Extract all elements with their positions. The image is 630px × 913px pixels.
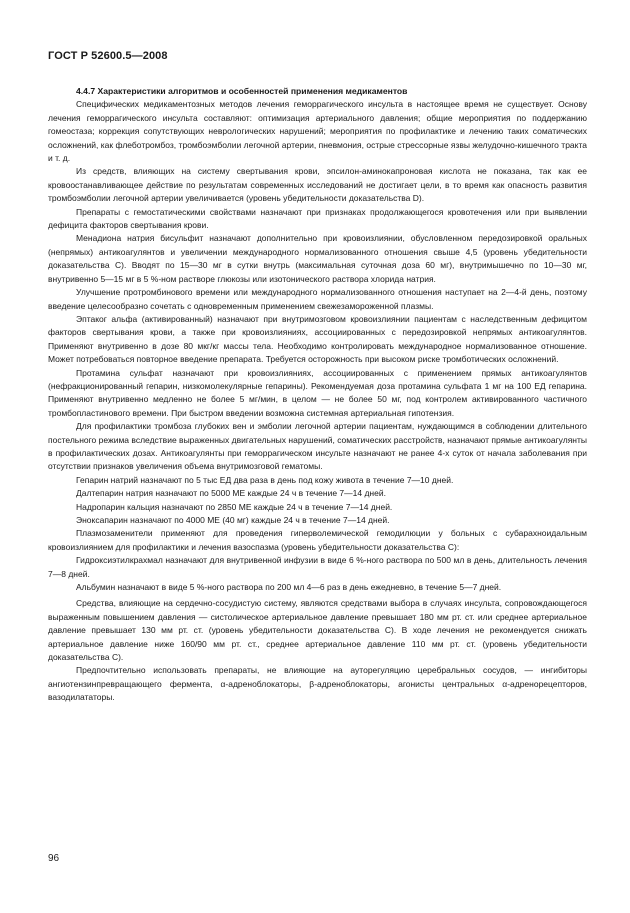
paragraph: Альбумин назначают в виде 5 %-ного раствора по 200 мл 4—6 раз в день ежедневно, в течение 5—7 дней.: [76, 582, 502, 593]
paragraph: Средства, влияющие на сердечно-сосудистую систему, являются средствами выбора в случаях инсульта, сопровождающегося выраженным повышением давления — систолическое артериальное давление превышает 180 мм рт. ст. или среднее артериальное давление превышает 130 мм рт. ст. (уровень убедительности доказательства С). В ходе лечения не рекомендуется снижать артериальное давление ниже 160/90 мм рт. ст., среднее артериальное давление 110 мм рт. ст. (уровень убедительности доказательства С).: [48, 598, 587, 663]
paragraph: Улучшение протромбинового времени или международного нормализованного отношения наступает на 2—4-й день, поэтому введение целесообразно сочетать с одновременным применением свежезамороженной плазмы.: [48, 287, 587, 311]
paragraph: Плазмозаменители применяют для проведения гиперволемической гемодилюции у больных с субарахноидальным кровоизлиянием для профилактики и лечения вазоспазма (уровень убедительности доказательства С):: [48, 528, 587, 552]
paragraph: Из средств, влияющих на систему свертывания крови, эпсилон-аминокапроновая кислота не показана, так как ее кровоостанавливающее действие по результатам современных исследований не достигает цели, в то время как опасность развития тромбоэмболии легочной артерии увеличивается (уровень убедительности доказательства D).: [48, 166, 587, 204]
paragraph: Менадиона натрия бисульфит назначают дополнительно при кровоизлиянии, обусловленном передозировкой оральных (непрямых) антикоагулянтов и увеличении международного нормализованного отношения свыше 4,5 (уровень убедительности доказательства С). Вводят по 15—30 мг в сутки внутрь (максимальная суточная доза 60 мг), внутримышечно по 10—30 мг, внутривенно 5—15 мг в 5 %-ном растворе глюкозы или изотонического раствора хлорида натрия.: [48, 233, 587, 284]
section-title: 4.4.7 Характеристики алгоритмов и особенностей применения медикаментов: [76, 86, 408, 96]
paragraph: Эптаког альфа (активированный) назначают при внутримозговом кровоизлиянии пациентам с наследственным дефицитом факторов свертывания крови, а также при кровоизлияниях, ассоциированных с передозировкой непрямых антикоагулянтов. Применяют внутривенно в дозе 80 мкг/кг массы тела. Необходимо контролировать международное нормализованное отношение. Может потребоваться повторное введение препарата. Требуется осторожность при высоком риске тромботических осложнений.: [48, 313, 587, 365]
paragraph: Специфических медикаментозных методов лечения геморрагического инсульта в настоящее время не существует. Основу лечения геморрагического инсульта составляют: оптимизация артериального давления; общие мероприятия по поддержанию гомеостаза; коррекция сопутствующих неврологических нарушений; мероприятия по профилактике и лечению таких соматических осложнений, как флеботромбоз, тромбоэмболии легочной артерии, пневмония, острые стрессорные язвы желудочно-кишечного тракта и т. д.: [48, 99, 587, 164]
paragraph: Предпочтительно использовать препараты, не влияющие на ауторегуляцию церебральных сосудов, — ингибиторы ангиотензинпревращающего фермента, α-адреноблокаторы, β-адреноблокаторы, агонисты центральных α-адренорецепторов, вазодилататоры.: [48, 665, 587, 703]
paragraph: Далтепарин натрия назначают по 5000 МЕ каждые 24 ч в течение 7—14 дней.: [76, 488, 386, 499]
paragraph: Для профилактики тромбоза глубоких вен и эмболии легочной артерии пациентам, нуждающимся в соблюдении длительного постельного режима вследствие выраженных двигательных нарушений, соматических расстройств, назначают прямые антикоагулянты в профилактических дозах. Антикоагулянты при геморрагическом инсульте назначают не ранее 4-х суток от начала заболевания при отсутствии признаков увеличения объема внутримозговой гематомы.: [48, 421, 587, 472]
paragraph: Протамина сульфат назначают при кровоизлияниях, ассоциированных с применением прямых антикоагулянтов (нефракционированный гепарин, низкомолекулярные гепарины). Рекомендуемая доза протамина сульфата 1 мг на 100 ЕД гепарина. Применяют внутривенно медленно не более 5 мг/мин, в целом — не более 50 мг, под контролем активированного частичного тромбопластинового времени. При быстром введении возможна системная артериальная гипотензия.: [48, 367, 587, 418]
paragraph: Эноксапарин назначают по 4000 МЕ (40 мг) каждые 24 ч в течение 7—14 дней.: [76, 515, 390, 525]
document-body: [48, 85, 587, 705]
paragraph: Гепарин натрий назначают по 5 тыс ЕД два раза в день под кожу живота в течение 7—10 дней.: [76, 474, 454, 485]
paragraph: Надропарин кальция назначают по 2850 МЕ каждые 24 ч в течение 7—14 дней.: [76, 501, 393, 512]
page-number: 96: [48, 853, 60, 864]
paragraph: Гидроксиэтилкрахмал назначают для внутривенной инфузии в виде 6 %-ного раствора по 500 мл в день, длительность лечения 7—8 дней.: [48, 555, 587, 579]
document-code-header: ГОСТ Р 52600.5—2008: [48, 50, 168, 62]
paragraph: Препараты с гемостатическими свойствами назначают при признаках продолжающегося кровотечения или при выявлении дефицита факторов свертывания крови.: [48, 206, 587, 231]
